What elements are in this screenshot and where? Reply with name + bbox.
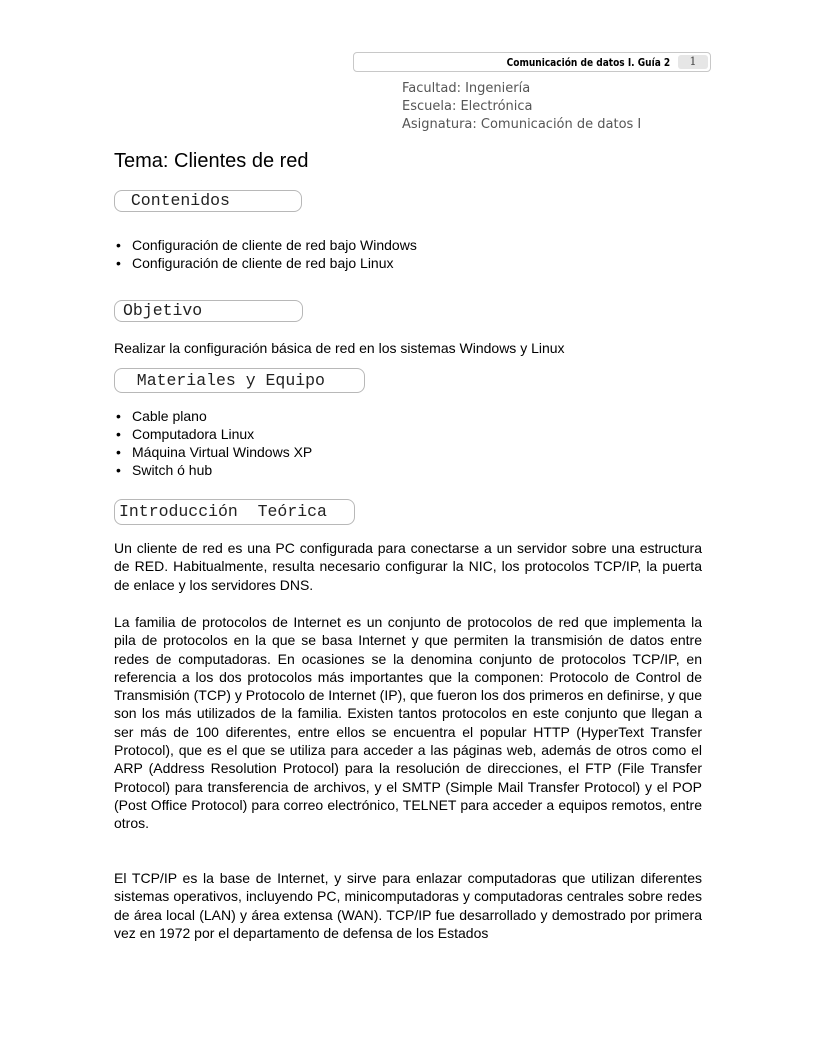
subject-line: Asignatura: Comunicación de datos I	[402, 117, 642, 132]
contents-list	[114, 236, 417, 272]
section-heading-objective: Objetivo	[114, 300, 303, 322]
page-title: Tema: Clientes de red	[114, 150, 309, 172]
list-item: • Switch ó hub	[114, 461, 312, 479]
list-item: • Máquina Virtual Windows XP	[114, 443, 312, 461]
school-line: Escuela: Electrónica	[402, 99, 533, 114]
materials-list	[114, 407, 312, 479]
section-heading-intro: Introducción Teórica	[114, 499, 355, 525]
intro-paragraph-3: El TCP/IP es la base de Internet, y sirve para enlazar computadoras que utilizan diferentes sistemas operativos, incluyendo PC, minicomputadoras y computadoras centrales sobre redes de área local (LAN) y área extensa (WAN). TCP/IP fue desarrollado y demostrado por primera vez en 1972 por el departamento de defensa de los Estados	[114, 870, 702, 941]
institution-block	[402, 80, 641, 134]
intro-paragraph-2: La familia de protocolos de Internet es un conjunto de protocolos de red que implementa la pila de protocolos en la que se basa Internet y que permiten la transmisión de datos entre redes de computadoras. En ocasiones se la denomina conjunto de protocolos TCP/IP, en referencia a los dos protocolos más importantes que la componen: Protocolo de Control de Transmisión (TCP) y Protocolo de Internet (IP), que fueron los dos primeros en definirse, y que son los más utilizados de la familia. Existen tantos protocolos en este conjunto que llegan a ser más de 100 diferentes, entre ellos se encuentra el popular HTTP (HyperText Transfer Protocol), que es el que se utiliza para acceder a las páginas web, además de otros como el ARP (Address Resolution Protocol) para la resolución de direcciones, el FTP (File Transfer Protocol) para transferencia de archivos, y el SMTP (Simple Mail Transfer Protocol) y el POP (Post Office Protocol) para correo electrónico, TELNET para acceder a equipos remotos, entre otros.	[114, 614, 702, 832]
intro-paragraph-1: Un cliente de red es una PC configurada para conectarse a un servidor sobre una estructura de RED. Habitualmente, resulta necesario configurar la NIC, los protocolos TCP/IP, la puerta de enlace y los servidores DNS.	[114, 540, 702, 593]
header-title: Comunicación de datos I. Guía 2	[506, 57, 670, 69]
list-item: • Cable plano	[114, 407, 312, 425]
objective-text: Realizar la configuración básica de red en los sistemas Windows y Linux	[114, 340, 565, 356]
list-item: • Computadora Linux	[114, 425, 312, 443]
page-number: 1	[678, 55, 708, 69]
list-item: • Configuración de cliente de red bajo Windows	[114, 236, 417, 254]
faculty-line: Facultad: Ingeniería	[402, 81, 531, 96]
section-heading-materials: Materiales y Equipo	[114, 368, 365, 393]
section-heading-contents: Contenidos	[114, 190, 302, 212]
list-item: • Configuración de cliente de red bajo Linux	[114, 254, 417, 272]
page-header	[353, 52, 711, 72]
